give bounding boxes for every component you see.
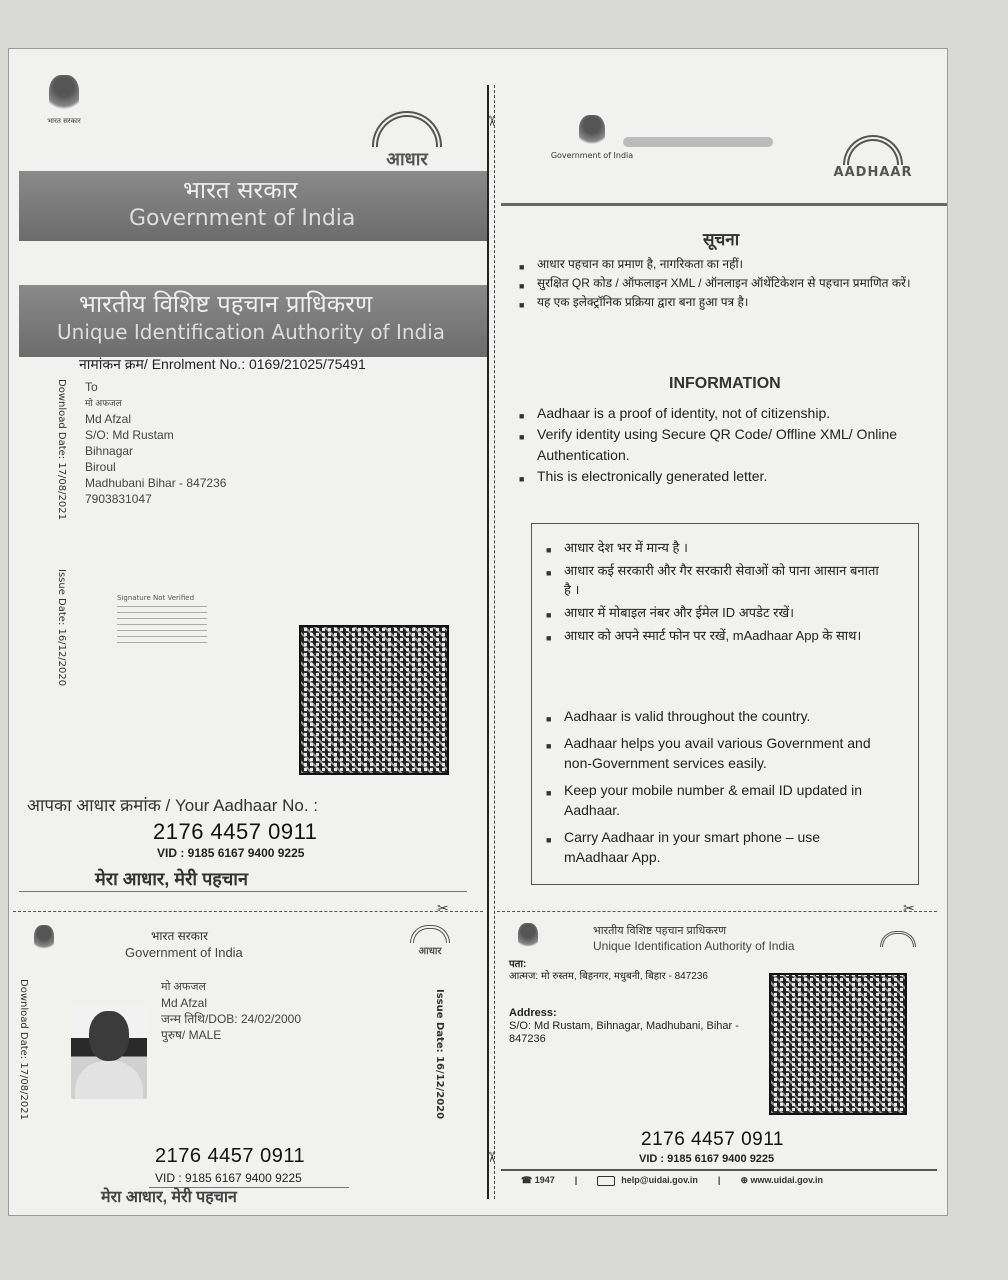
- right-emblem-icon: Government of India: [547, 115, 637, 160]
- phone-icon: ☎: [521, 1175, 533, 1185]
- card-download-date: Download Date: 17/08/2021: [18, 979, 29, 1120]
- box-hindi-item: ■ आधार कई सरकारी और गैर सरकारी सेवाओं को पाना आसान बनाता है ।: [546, 561, 886, 599]
- tagline: मेरा आधार, मेरी पहचान: [95, 869, 248, 889]
- left-column: [9, 49, 487, 1206]
- aadhaar-letter-sheet: [8, 48, 948, 1216]
- qr-code-main: [299, 625, 449, 775]
- box-english-item: ■ Keep your mobile number & email ID updated in Aadhaar.: [546, 780, 886, 820]
- box-english-item: ■ Aadhaar is valid throughout the country.: [546, 706, 886, 726]
- your-aadhaar-label: आपका आधार क्रमांक / Your Aadhaar No. :: [27, 796, 319, 815]
- card-aadhaar-logo-icon: आधार: [405, 925, 455, 957]
- card-address-hindi: पता: आत्मज: मो रुस्तम, बिहनगर, मधुबनी, बिहार - 847236: [509, 959, 708, 982]
- box-hindi-item: ■ आधार देश भर में मान्य है ।: [546, 538, 886, 557]
- issue-date: Issue Date: 16/12/2020: [56, 569, 67, 687]
- aadhaar-number: 2176 4457 0911: [153, 819, 318, 844]
- mail-icon: [597, 1176, 615, 1186]
- info-box-hindi-list: [546, 538, 886, 645]
- qr-code-card: [769, 973, 907, 1115]
- holder-photo: [71, 1005, 147, 1099]
- header-rule: [501, 203, 947, 206]
- email-contact: help@uidai.gov.in: [597, 1175, 698, 1186]
- band-gov-hindi: भारत सरकार: [183, 176, 298, 204]
- card-gov-hindi: भारत सरकार: [151, 929, 208, 943]
- info-box: [531, 523, 919, 885]
- scissors-icon-top: ✂: [482, 115, 499, 127]
- card-aadhaar-number: 2176 4457 0911: [155, 1145, 306, 1167]
- card-tagline: मेरा आधार, मेरी पहचान: [101, 1189, 237, 1206]
- information-item: ■ Aadhaar is a proof of identity, not of citizenship.: [519, 403, 929, 424]
- enrolment-number: नामांकन क्रम/ Enrolment No.: 0169/21025/75491: [79, 356, 366, 372]
- card-gov-english: Government of India: [125, 945, 243, 960]
- vertical-cut-line: [487, 85, 495, 1199]
- card-vid-number: VID : 9185 6167 9400 9225: [155, 1171, 302, 1185]
- box-english-item: ■ Carry Aadhaar in your smart phone – use mAadhaar App.: [546, 827, 886, 867]
- suchna-list: [519, 255, 919, 312]
- card-authority-english: Unique Identification Authority of India: [593, 939, 795, 953]
- card-authority-hindi: भारतीय विशिष्ट पहचान प्राधिकरण: [593, 925, 727, 937]
- right-card-emblem-icon: [513, 923, 543, 951]
- card-address-english: Address: S/O: Md Rustam, Bihnagar, Madhubani, Bihar - 847236: [509, 1007, 739, 1045]
- right-column: [497, 85, 947, 1235]
- divider: [19, 891, 467, 892]
- information-list: [519, 403, 929, 487]
- vid-number: VID : 9185 6167 9400 9225: [157, 846, 305, 860]
- scissors-icon-bottom: ✂: [482, 1151, 499, 1163]
- card-holder-details: मो अफजल Md Afzal जन्म तिथि/DOB: 24/02/2000 पुरुष/ MALE: [161, 981, 302, 1042]
- address-block: To मो अफजल Md Afzal S/O: Md Rustam Bihnagar Biroul Madhubani Bihar - 847236 7903831047: [85, 380, 227, 506]
- national-emblem-icon: भारत सरकार: [39, 75, 89, 126]
- information-title: INFORMATION: [669, 375, 781, 392]
- right-card-logo-icon: [873, 931, 923, 947]
- box-hindi-item: ■ आधार को अपने स्मार्ट फोन पर रखें, mAadhaar App के साथ।: [546, 626, 886, 645]
- globe-icon: ⊕: [740, 1175, 748, 1185]
- information-item: ■ This is electronically generated letter.: [519, 466, 929, 487]
- suchna-title: सूचना: [703, 230, 740, 249]
- aadhaar-logo-icon: आधार: [357, 111, 457, 171]
- scissors-icon: ✂: [437, 901, 449, 917]
- card-issue-date: Issue Date: 16/12/2020: [434, 989, 445, 1120]
- download-date: Download Date: 17/08/2021: [56, 379, 67, 520]
- phone-contact: ☎ 1947: [521, 1175, 555, 1185]
- suchna-item: ■ सुरक्षित QR कोड / ऑफलाइन XML / ऑनलाइन ऑथेंटिकेशन से पहचान प्रमाणित करें।: [519, 274, 919, 293]
- web-contact: ⊕ www.uidai.gov.in: [740, 1175, 824, 1185]
- redacted-bar: [623, 137, 773, 147]
- cut-line: [13, 911, 483, 912]
- band-uidai-hindi: भारतीय विशिष्ट पहचान प्राधिकरण: [79, 290, 373, 318]
- government-band: [19, 171, 489, 241]
- information-item: ■ Verify identity using Secure QR Code/ Offline XML/ Online Authentication.: [519, 424, 929, 466]
- right-aadhaar-logo-icon: AADHAAR: [823, 135, 923, 180]
- right-cut-line: [497, 911, 937, 912]
- footer-rule: [501, 1169, 937, 1171]
- right-card-aadhaar-number: 2176 4457 0911: [641, 1129, 784, 1150]
- box-hindi-item: ■ आधार में मोबाइल नंबर और ईमेल ID अपडेट रखें।: [546, 603, 886, 622]
- uidai-band: [19, 285, 489, 357]
- card-emblem-icon: [29, 925, 59, 953]
- digital-signature: Signature Not Verified: [117, 595, 207, 643]
- scissors-icon-right: ✂: [903, 901, 915, 917]
- box-english-item: ■ Aadhaar helps you avail various Government and non-Government services easily.: [546, 733, 886, 773]
- band-uidai-english: Unique Identification Authority of India: [57, 320, 446, 344]
- band-gov-english: Government of India: [129, 206, 356, 231]
- contact-footer: ☎ 1947 | help@uidai.gov.in | ⊕ www.uidai.gov.in: [521, 1175, 824, 1185]
- suchna-item: ■ यह एक इलेक्ट्रॉनिक प्रक्रिया द्वारा बना हुआ पत्र है।: [519, 293, 919, 312]
- right-card-vid: VID : 9185 6167 9400 9225: [639, 1153, 775, 1165]
- info-box-english-list: [546, 706, 886, 867]
- suchna-item: ■ आधार पहचान का प्रमाण है, नागरिकता का नहीं।: [519, 255, 919, 274]
